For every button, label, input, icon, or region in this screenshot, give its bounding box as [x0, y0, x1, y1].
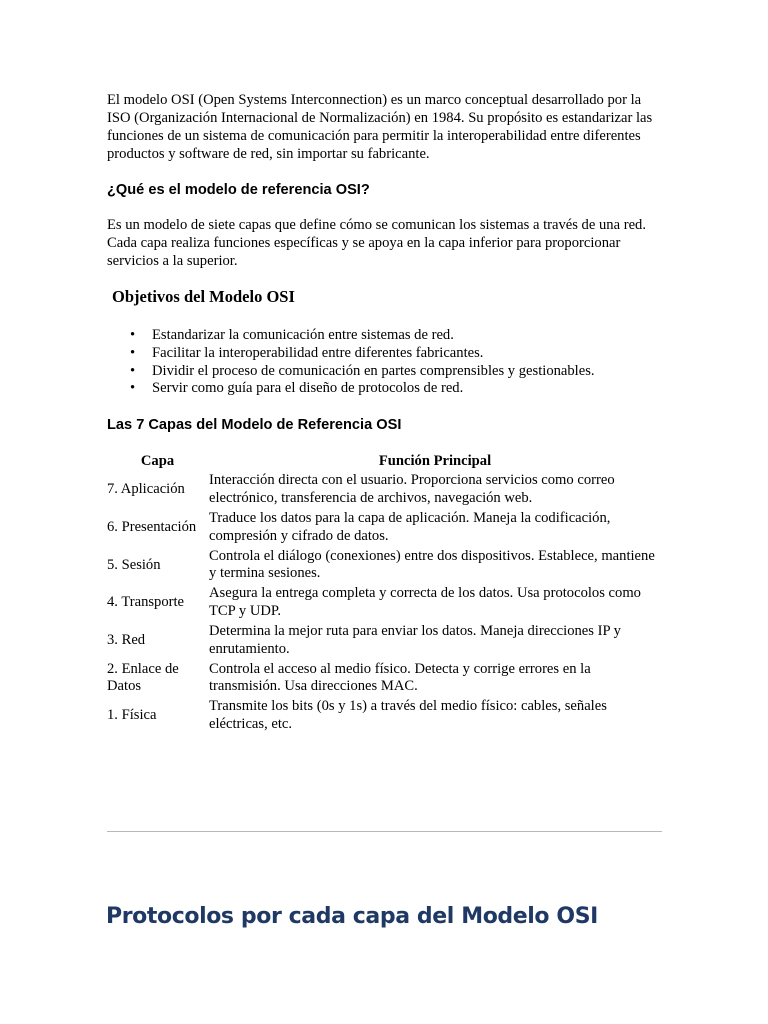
list-item-text: Estandarizar la comunicación entre sistemas de red. — [152, 327, 454, 343]
table-header-row — [107, 453, 662, 472]
intro-paragraph: El modelo OSI (Open Systems Interconnection) es un marco conceptual desarrollado por la ISO (Organización Internacional de Normalización) en 1984. Su propósito es estandarizar las funciones de un sistema de comunicación para permitir la interoperabilidad entre diferentes productos y software de red, sin importar su fabricante. — [107, 92, 653, 162]
table-row — [107, 472, 662, 510]
objectives-list — [107, 327, 662, 398]
table-row — [107, 510, 662, 548]
layer-function: Determina la mejor ruta para enviar los datos. Maneja direcciones IP y enrutamiento. — [209, 622, 621, 657]
table-row — [107, 698, 662, 736]
table-row — [107, 585, 662, 623]
layer-function: Controla el diálogo (conexiones) entre dos dispositivos. Establece, mantiene y termina sesiones. — [209, 547, 655, 582]
layer-function: Asegura la entrega completa y correcta de los datos. Usa protocolos como TCP y UDP. — [209, 585, 641, 620]
layers-heading: Las 7 Capas del Modelo de Referencia OSI — [107, 417, 402, 434]
list-item — [107, 327, 662, 345]
protocols-section-title: Protocolos por cada capa del Modelo OSI — [106, 904, 598, 929]
column-header-function: Función Principal — [378, 453, 492, 470]
table-row — [107, 548, 662, 586]
document-body — [107, 91, 662, 736]
osi-layers-table — [107, 453, 662, 736]
list-item-text: Facilitar la interoperabilidad entre diferentes fabricantes. — [152, 344, 484, 361]
bullet-icon: • — [130, 362, 136, 379]
layer-name: 6. Presentación — [107, 518, 197, 535]
list-item-text: Dividir el proceso de comunicación en partes comprensibles y gestionables. — [152, 362, 595, 379]
list-item — [107, 363, 662, 381]
layer-function: Traduce los datos para la capa de aplicación. Maneja la codificación, compresión y cifrado de datos. — [209, 509, 611, 544]
layer-function: Transmite los bits (0s y 1s) a través del medio físico: cables, señales eléctricas, etc. — [209, 698, 607, 733]
what-is-osi-paragraph: Es un modelo de siete capas que define cómo se comunican los sistemas a través de una red. Cada capa realiza funciones específicas y se apoya en la capa inferior para proporcionar servicios a la superior. — [107, 217, 646, 269]
layer-name: 7. Aplicación — [107, 481, 185, 498]
what-is-osi-heading: ¿Qué es el modelo de referencia OSI? — [107, 182, 370, 198]
table-row — [107, 661, 662, 699]
layer-function: Controla el acceso al medio físico. Detecta y corrige errores en la transmisión. Usa direcciones MAC. — [209, 660, 591, 695]
list-item-text: Servir como guía para el diseño de protocolos de red. — [152, 380, 464, 397]
layer-name: 5. Sesión — [107, 556, 161, 573]
horizontal-divider — [107, 831, 662, 832]
layer-name: 3. Red — [107, 631, 146, 648]
bullet-icon: • — [130, 380, 136, 397]
layer-name: 2. Enlace de Datos — [107, 660, 179, 695]
list-item — [107, 380, 662, 398]
objectives-heading: Objetivos del Modelo OSI — [112, 287, 295, 306]
layer-name: 4. Transporte — [107, 594, 185, 611]
layer-function: Interacción directa con el usuario. Proporciona servicios como correo electrónico, transferencia de archivos, navegación web. — [209, 472, 615, 507]
table-row — [107, 623, 662, 661]
column-header-layer: Capa — [140, 453, 175, 470]
layer-name: 1. Física — [107, 707, 157, 724]
bullet-icon: • — [130, 344, 136, 361]
list-item — [107, 345, 662, 363]
bullet-icon: • — [130, 327, 136, 343]
